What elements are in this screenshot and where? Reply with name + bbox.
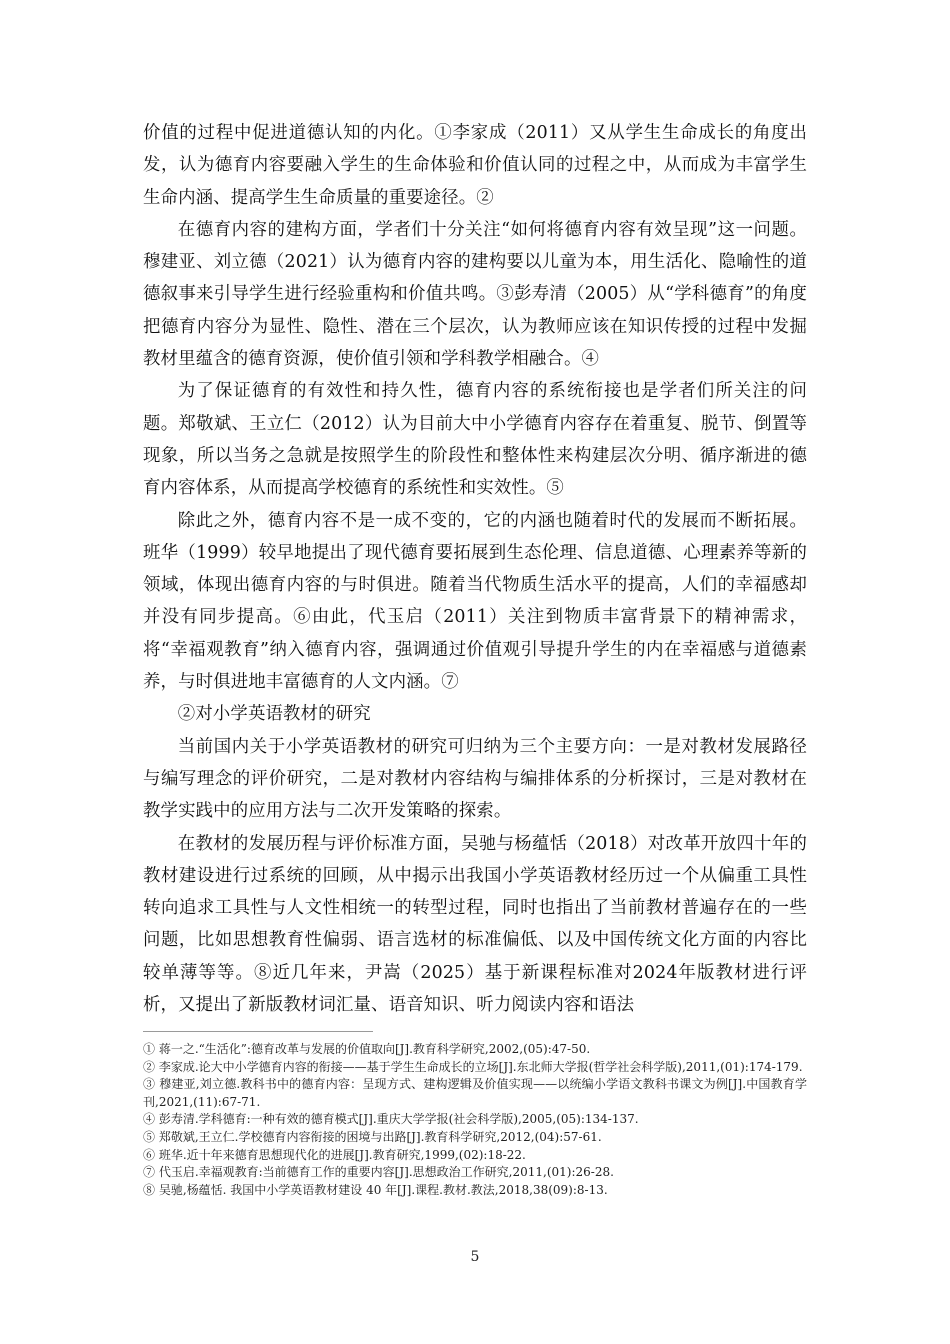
footnote-8: ⑧ 吴驰,杨蕴恬. 我国中小学英语教材建设 40 年[J].课程.教材.教法,2018,38(09):8-13. [143,1182,608,1197]
footnotes [143,1041,807,1199]
footnote-5: ⑤ 郑敬斌,王立仁.学校德育内容衔接的困境与出路[J].教育科学研究,2012,(04):57-61. [143,1129,602,1144]
footnote-3: ③ 穆建亚,刘立德.教科书中的德育内容：呈现方式、建构逻辑及价值实现——以统编小学语文教科书课文为例[J].中国教育学刊,2021,(11):67-71. [143,1077,807,1109]
footnote-4: ④ 彭寿清.学科德育:一种有效的德育模式[J].重庆大学学报(社会科学版),2005,(05):134-137. [143,1112,639,1127]
footnote-7: ⑦ 代玉启.幸福观教育:当前德育工作的重要内容[J].思想政治工作研究,2011,(01):26-28. [143,1165,614,1180]
paragraph: 当前国内关于小学英语教材的研究可归纳为三个主要方向：一是对教材发展路径与编写理念的评价研究，二是对教材内容结构与编排体系的分析探讨，三是对教材在教学实践中的应用方法与二次开发策略的探索。 [143,736,807,822]
paragraph: 除此之外，德育内容不是一成不变的，它的内涵也随着时代的发展而不断拓展。班华（1999）较早地提出了现代德育要拓展到生态伦理、信息道德、心理素养等新的领域，体现出德育内容的与时俱进。随着当代物质生活水平的提高，人们的幸福感却并没有同步提高。⑥由此，代玉启（2011）关注到物质丰富背景下的精神需求，将“幸福观教育”纳入德育内容，强调通过价值观引导提升学生的内在幸福感与道德素养，与时俱进地丰富德育的人文内涵。⑦ [143,510,807,693]
page-number: 5 [470,1249,480,1265]
footnote-6: ⑥ 班华.近十年来德育思想现代化的进展[J].教育研究,1999,(02):18-22. [143,1147,526,1162]
paragraph: 在德育内容的建构方面，学者们十分关注“如何将德育内容有效呈现”这一问题。穆建亚、刘立德（2021）认为德育内容的建构要以儿童为本，用生活化、隐喻性的道德叙事来引导学生进行经验重构和价值共鸣。③彭寿清（2005）从“学科德育”的角度把德育内容分为显性、隐性、潜在三个层次，认为教师应该在知识传授的过程中发掘教材里蕴含的德育资源，使价值引领和学科教学相融合。④ [143,219,807,370]
paragraph: 在教材的发展历程与评价标准方面，吴驰与杨蕴恬（2018）对改革开放四十年的教材建设进行过系统的回顾，从中揭示出我国小学英语教材经历过一个从偏重工具性转向追求工具性与人文性相统一的转型过程，同时也指出了当前教材普遍存在的一些问题，比如思想教育性偏弱、语言选材的标准偏低、以及中国传统文化方面的内容比较单薄等等。⑧近几年来，尹嵩（2025）基于新课程标准对2024年版教材进行评析，又提出了新版教材词汇量、语音知识、听力阅读内容和语法 [143,833,807,1016]
body-text [143,117,807,1021]
footnote-2: ② 李家成.论大中小学德育内容的衔接——基于学生生命成长的立场[J].东北师大学报(哲学社会科学版),2011,(01):174-179. [143,1059,803,1074]
paragraph: 为了保证德育的有效性和持久性，德育内容的系统衔接也是学者们所关注的问题。郑敬斌、王立仁（2012）认为目前大中小学德育内容存在着重复、脱节、倒置等现象，所以当务之急就是按照学生的阶段性和整体性来构建层次分明、循序渐进的德育内容体系，从而提高学校德育的系统性和实效性。⑤ [143,381,807,499]
footnote-1: ① 蒋一之.“生活化”:德育改革与发展的价值取向[J].教育科学研究,2002,(05):47-50. [143,1042,591,1056]
footnote-divider [143,1031,373,1032]
paragraph: 价值的过程中促进道德认知的内化。①李家成（2011）又从学生生命成长的角度出发，认为德育内容要融入学生的生命体验和价值认同的过程之中，从而成为丰富学生生命内涵、提高学生生命质量的重要途径。② [143,123,807,208]
section-heading: ②对小学英语教材的研究 [177,704,371,725]
